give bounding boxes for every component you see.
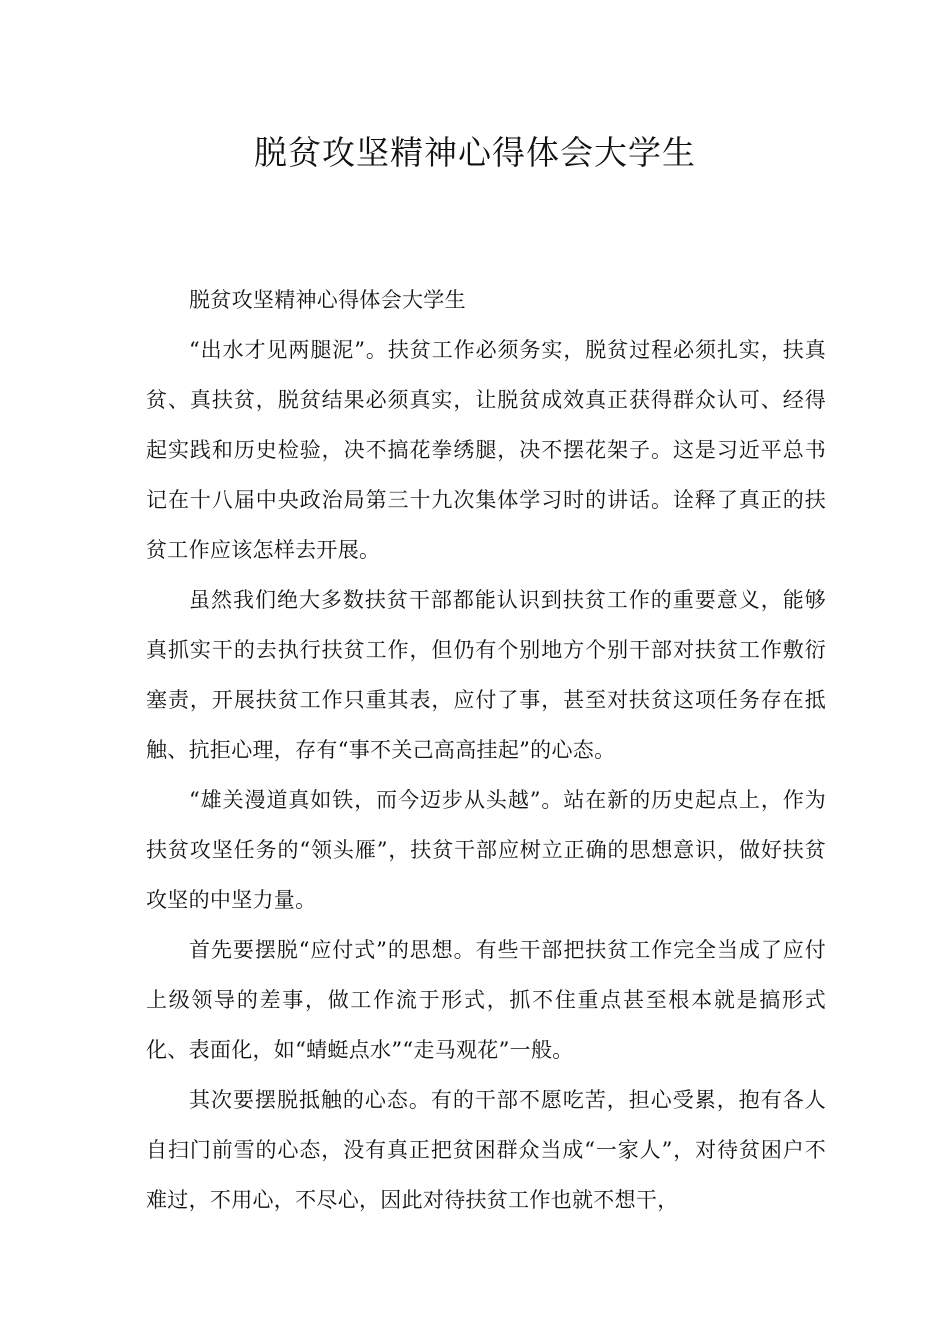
document-body xyxy=(146,275,826,1225)
document-title: 脱贫攻坚精神心得体会大学生 xyxy=(254,133,696,172)
paragraph-1: “出水才见两腿泥”。扶贫工作必须务实，脱贫过程必须扎实，扶真贫、真扶贫，脱贫结果必须真实，让脱贫成效真正获得群众认可、经得起实践和历史检验，决不搞花拳绣腿，决不摆花架子。这是习近平总书记在十八届中央政治局第三十九次集体学习时的讲话。诠释了真正的扶贫工作应该怎样去开展。 xyxy=(146,338,826,562)
paragraph-4: 首先要摆脱“应付式”的思想。有些干部把扶贫工作完全当成了应付上级领导的差事，做工作流于形式，抓不住重点甚至根本就是搞形式化、表面化，如“蜻蜓点水”“走马观花”一般。 xyxy=(146,938,826,1062)
paragraph-2: 虽然我们绝大多数扶贫干部都能认识到扶贫工作的重要意义，能够真抓实干的去执行扶贫工作，但仍有个别地方个别干部对扶贫工作敷衍塞责，开展扶贫工作只重其表，应付了事，甚至对扶贫这项任务存在抵触、抗拒心理，存有“事不关己高高挂起”的心态。 xyxy=(146,588,826,762)
paragraph-5: 其次要摆脱抵触的心态。有的干部不愿吃苦，担心受累，抱有各人自扫门前雪的心态，没有真正把贫困群众当成“一家人”，对待贫困户不难过，不用心，不尽心，因此对待扶贫工作也就不想干， xyxy=(146,1088,826,1212)
paragraph-subtitle: 脱贫攻坚精神心得体会大学生 xyxy=(189,288,466,312)
paragraph-3: “雄关漫道真如铁，而今迈步从头越”。站在新的历史起点上，作为扶贫攻坚任务的“领头雁”，扶贫干部应树立正确的思想意识，做好扶贫攻坚的中坚力量。 xyxy=(146,788,826,912)
